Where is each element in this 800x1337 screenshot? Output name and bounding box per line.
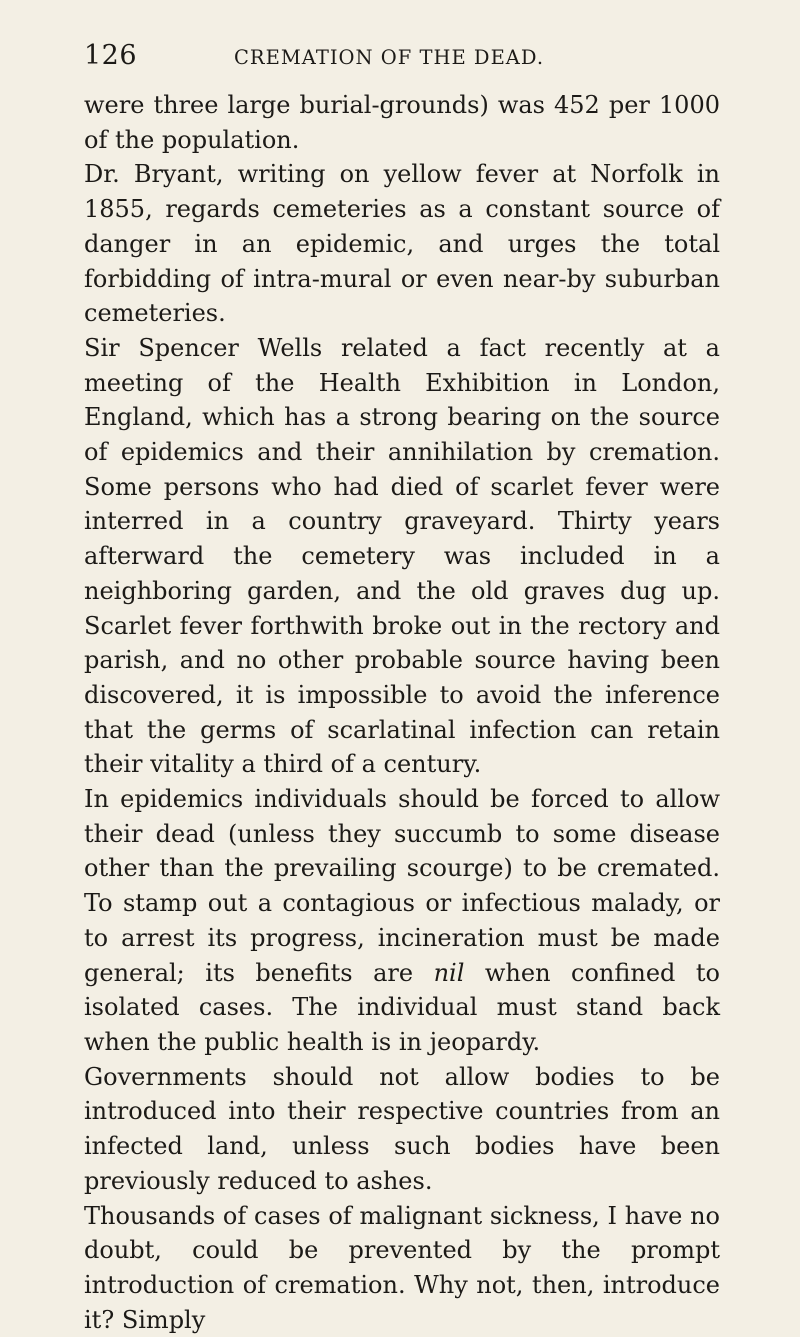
running-head: [84, 40, 720, 80]
page-number: 126: [84, 40, 234, 71]
paragraph-epidemics-before: In epidemics individuals should be forced to allow their dead (unless they succumb to some disease other than the prevailing scourge) to be cremated. To stamp out a contagious or infectious malady, or to arrest its progress, incineration must be made general; its benefits are: [84, 785, 720, 987]
paragraph-continuation: were three large burial-grounds) was 452 per 1000 of the population.: [84, 88, 720, 157]
paragraph-bryant: Dr. Bryant, writing on yellow fever at Norfolk in 1855, regards cemeteries as a constant source of danger in an epidemic, and urges the total forbidding of intra-mural or even near-by suburban cemeteries.: [84, 157, 720, 331]
book-page: [84, 40, 720, 1337]
emphasis-nil: nil: [434, 959, 465, 987]
paragraph-epidemics: [84, 782, 720, 1060]
body-text: [84, 88, 720, 1337]
paragraph-spencer-wells: Sir Spencer Wells related a fact recently at a meeting of the Health Exhibition in London, England, which has a strong bearing on the source of epidemics and their annihilation by cremation. Some persons who had died of scarlet fever were interred in a country graveyard. Thirty years afterward the cemetery was included in a neighboring garden, and the old graves dug up. Scarlet fever forthwith broke out in the rectory and parish, and no other probable source having been discovered, it is impossible to avoid the inference that the germs of scarlatinal infection can retain their vitality a third of a century.: [84, 331, 720, 782]
running-title: CREMATION OF THE DEAD.: [234, 46, 544, 69]
paragraph-epidemics-after: when confined to isolated cases. The individual must stand back when the public health is in jeopardy.: [84, 959, 720, 1056]
paragraph-thousands: Thousands of cases of malignant sickness, I have no doubt, could be prevented by the prompt introduction of cremation. Why not, then, introduce it? Simply: [84, 1199, 720, 1337]
paragraph-governments: Governments should not allow bodies to be introduced into their respective countries from an infected land, unless such bodies have been previously reduced to ashes.: [84, 1060, 720, 1199]
